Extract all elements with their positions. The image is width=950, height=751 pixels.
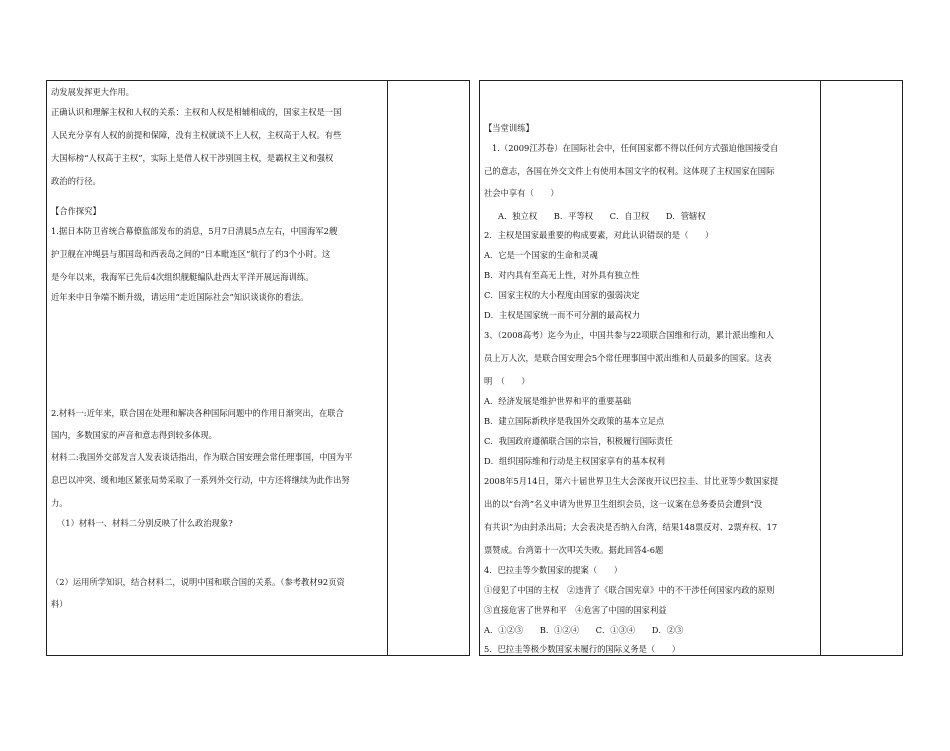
option-line: B．建立国际新秩序是我国外交政策的基本立足点 bbox=[484, 416, 665, 426]
text-line: 力。 bbox=[51, 498, 68, 508]
text-line: 政治的行径。 bbox=[51, 176, 101, 186]
text-line: 息巴以冲突、缓和地区紧张局势采取了一系列外交行动，中方还将继续为此作出努 bbox=[51, 475, 350, 485]
text-line: 2.材料一:近年来，联合国在处理和解决各种国际问题中的作用日渐突出，在联合 bbox=[51, 408, 344, 418]
text-line: 材料二:我国外交部发言人发表谈话指出，作为联合国安理会常任理事国，中国为平 bbox=[51, 452, 353, 462]
options-line: A．独立权 B．平等权 C．自卫权 D．管辖权 bbox=[498, 211, 706, 221]
text-line: 有共识”为由封杀出局；大会表决是否纳入台湾，结果148票反对、2票弃权、17 bbox=[484, 522, 778, 532]
text-line: 国内，多数国家的声音和意志得到较多体现。 bbox=[51, 430, 217, 440]
option-line: A．经济发展是维护世界和平的重要基础 bbox=[484, 396, 632, 406]
option-line: A．它是一个国家的生命和灵魂 bbox=[484, 250, 598, 260]
text-line: 己的意志，各国在外交文件上有使用本国文字的权利。这体现了主权国家在国际 bbox=[484, 166, 775, 176]
question-line: （1）材料一、材料二分别反映了什么政治现象? bbox=[57, 518, 233, 528]
option-line: D．主权是国家统一而不可分割的最高权力 bbox=[484, 310, 640, 320]
right-content-cell bbox=[484, 81, 818, 655]
question-line: （2）运用所学知识，结合材料二，说明中国和联合国的关系。（参考教材92页资 bbox=[51, 577, 345, 587]
text-line: 明 （ ） bbox=[484, 376, 530, 386]
question-line: 4．巴拉圭等少数国家的提案（ ） bbox=[484, 565, 623, 575]
text-line: 员上万人次，是联合国安理会5个常任理事国中派出维和人员最多的国家。这表 bbox=[484, 353, 772, 363]
left-content-cell bbox=[51, 81, 385, 655]
text-line: 人民充分享有人权的前提和保障，没有主权就谈不上人权，主权高于人权。有些 bbox=[51, 130, 342, 140]
right-table-divider bbox=[820, 81, 821, 655]
text-line: 社会中享有（ ） bbox=[484, 188, 559, 198]
right-table bbox=[479, 80, 903, 656]
text-line: 票赞成。台湾第十一次叩关失败。据此回答4-6题 bbox=[484, 545, 664, 555]
left-table-divider bbox=[387, 81, 388, 655]
text-line: 是今年以来，我海军已先后4次组织舰艇编队赴西太平洋开展远海训练。 bbox=[51, 272, 314, 282]
text-line: 1.据日本防卫省统合幕僚监部发布的消息，5月7日清晨5点左右，中国海军2艘 bbox=[51, 226, 338, 236]
left-table bbox=[46, 80, 470, 656]
text-line: 动发展发挥更大作用。 bbox=[51, 87, 134, 97]
option-line: C．我国政府遵循联合国的宗旨，积极履行国际责任 bbox=[484, 436, 673, 446]
question-line: 5．巴拉圭等极少数国家未履行的国际义务是（ ） bbox=[484, 644, 681, 654]
option-line: B．对内具有至高无上性，对外具有独立性 bbox=[484, 270, 640, 280]
options-line: A．①②③ B．①②④ C．①③④ D．②③ bbox=[484, 625, 684, 635]
text-line: 出的以“台湾”名义申请为世界卫生组织会员，这一议案在总务委员会遭到“没 bbox=[484, 499, 763, 509]
section-heading: 【当堂训练】 bbox=[484, 123, 534, 133]
text-line: 大国标榜“人权高于主权”，实际上是借人权干涉别国主权，是霸权主义和强权 bbox=[51, 153, 334, 163]
text-line: 近年来中日争端不断升级，请运用“走近国际社会”知识谈谈你的看法。 bbox=[51, 292, 309, 302]
question-line: 3、（2008高考）迄今为止，中国共参与22项联合国维和行动，累计派出维和人 bbox=[484, 330, 775, 340]
option-line: C．国家主权的大小程度由国家的强弱决定 bbox=[484, 290, 640, 300]
option-line: ③直接危害了世界和平 ④危害了中国的国家利益 bbox=[484, 605, 667, 615]
section-heading: 【合作探究】 bbox=[51, 206, 101, 216]
option-line: ①侵犯了中国的主权 ②违背了《联合国宪章》中的不干涉任何国家内政的原则 bbox=[484, 585, 775, 595]
text-line: 正确认识和理解主权和人权的关系：主权和人权是相辅相成的，国家主权是一国 bbox=[51, 107, 342, 117]
text-line: 2008年5月14日，第六十届世界卫生大会深夜开议巴拉圭、甘比亚等少数国家提 bbox=[484, 476, 779, 486]
question-line: 1.（2009江苏卷）在国际社会中，任何国家都不得以任何方式强迫他国接受自 bbox=[492, 143, 779, 153]
text-line: 护卫舰在冲绳县与那国岛和西表岛之间的“日本毗连区”航行了约3个小时。这 bbox=[51, 249, 331, 259]
question-line: 2．主权是国家最重要的构成要素，对此认识错误的是（ ） bbox=[484, 230, 714, 240]
text-line: 料） bbox=[51, 599, 68, 609]
option-line: D．组织国际维和行动是主权国家享有的基本权利 bbox=[484, 456, 665, 466]
